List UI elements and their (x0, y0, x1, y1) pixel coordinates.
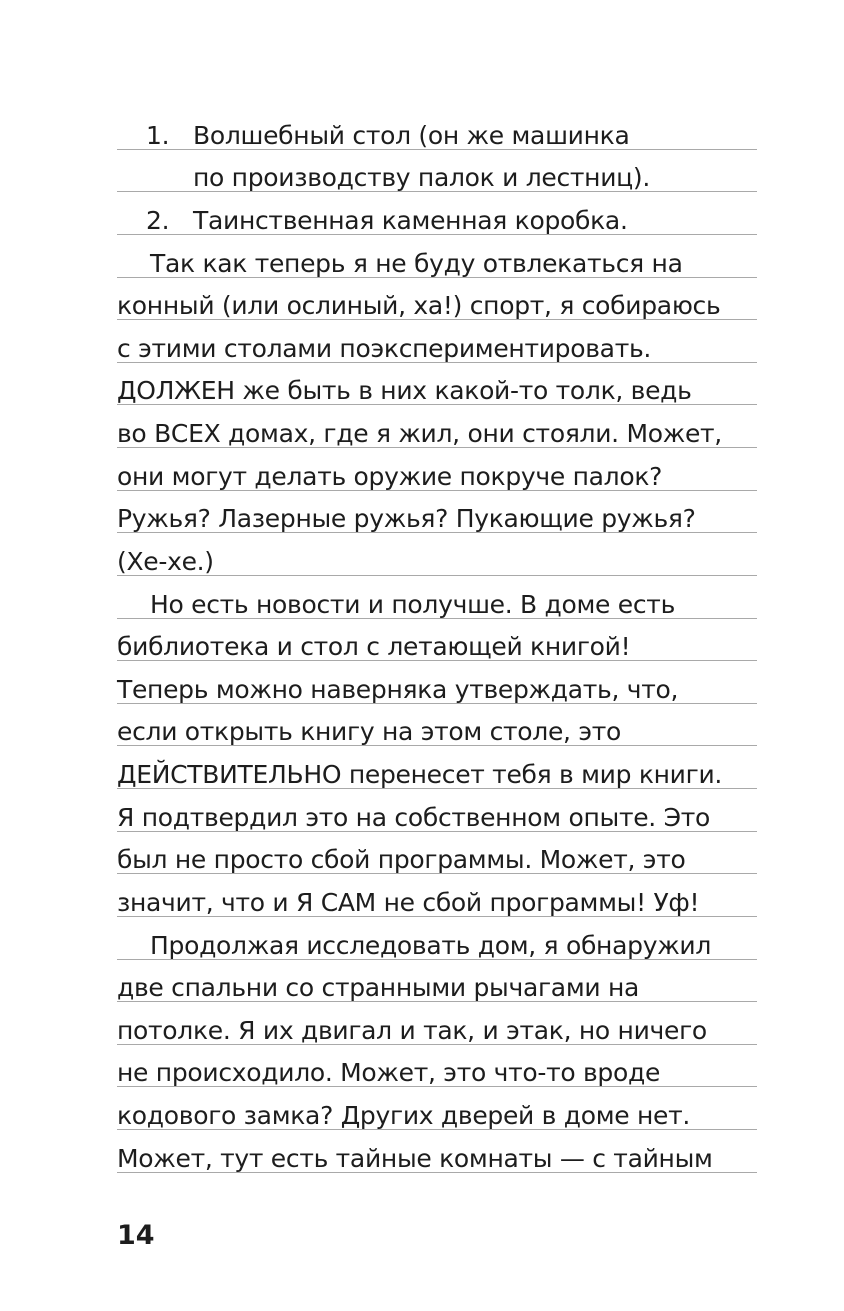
text-line (117, 619, 757, 662)
text-line (117, 278, 757, 321)
line-text: не происходило. Может, это что-то вроде (117, 1058, 661, 1088)
text-line (117, 789, 757, 832)
text-line (117, 1045, 757, 1088)
line-text: Теперь можно наверняка утверждать, что, (117, 674, 679, 704)
text-line (117, 1130, 757, 1173)
line-text: Я подтвердил это на собственном опыте. Это (117, 802, 710, 832)
line-text: Таинственная каменная коробка. (193, 205, 628, 235)
line-text: конный (или ослиный, ха!) спорт, я собираюсь (117, 291, 721, 321)
line-text: значит, что и Я САМ не сбой программы! Уф! (117, 887, 700, 917)
page-number: 14 (117, 1220, 155, 1251)
text-line (117, 917, 757, 960)
text-line (117, 874, 757, 917)
text-line (117, 960, 757, 1003)
line-text: кодового замка? Других дверей в доме нет. (117, 1101, 691, 1130)
text-line (117, 448, 757, 491)
line-text: потолке. Я их двигал и так, и этак, но ничего (117, 1015, 707, 1045)
list-marker: 1. (146, 120, 170, 150)
line-text: библиотека и стол с летающей книгой! (117, 632, 631, 662)
text-line (117, 150, 757, 193)
line-text: Волшебный стол (он же машинка (193, 120, 630, 150)
line-text: был не просто сбой программы. Может, это (117, 845, 686, 875)
text-line (117, 107, 757, 150)
line-text: если открыть книгу на этом столе, это (117, 717, 622, 747)
line-text: ДОЛЖЕН же быть в них какой-то толк, ведь (117, 376, 692, 406)
text-line (117, 192, 757, 235)
text-line (117, 832, 757, 875)
line-text: Так как теперь я не буду отвлекаться на (150, 248, 683, 278)
line-text: Но есть новости и получше. В доме есть (150, 589, 676, 619)
text-line (117, 704, 757, 747)
line-text: они могут делать оружие покруче палок? (117, 461, 663, 491)
text-line (117, 746, 757, 789)
text-line (117, 491, 757, 534)
line-text: Продолжая исследовать дом, я обнаружил (150, 930, 712, 960)
line-text: во ВСЕХ домах, где я жил, они стояли. Может, (117, 419, 722, 448)
list-marker: 2. (146, 205, 170, 235)
line-text: Может, тут есть тайные комнаты — с тайным (117, 1143, 713, 1173)
line-text: по производству палок и лестниц). (193, 163, 650, 193)
text-line (117, 533, 757, 576)
text-line (117, 1002, 757, 1045)
text-line (117, 661, 757, 704)
line-text: с этими столами поэкспериментировать. (117, 333, 652, 363)
text-block (117, 107, 757, 1173)
text-line (117, 235, 757, 278)
text-line (117, 1087, 757, 1130)
text-line (117, 363, 757, 406)
text-line (117, 320, 757, 363)
text-line (117, 576, 757, 619)
line-text: ДЕЙСТВИТЕЛЬНО перенесет тебя в мир книги. (117, 760, 723, 789)
line-text: Ружья? Лазерные ружья? Пукающие ружья? (117, 504, 696, 534)
text-line (117, 405, 757, 448)
line-text: две спальни со странными рычагами на (117, 973, 640, 1003)
line-text: (Хе-хе.) (117, 546, 214, 576)
